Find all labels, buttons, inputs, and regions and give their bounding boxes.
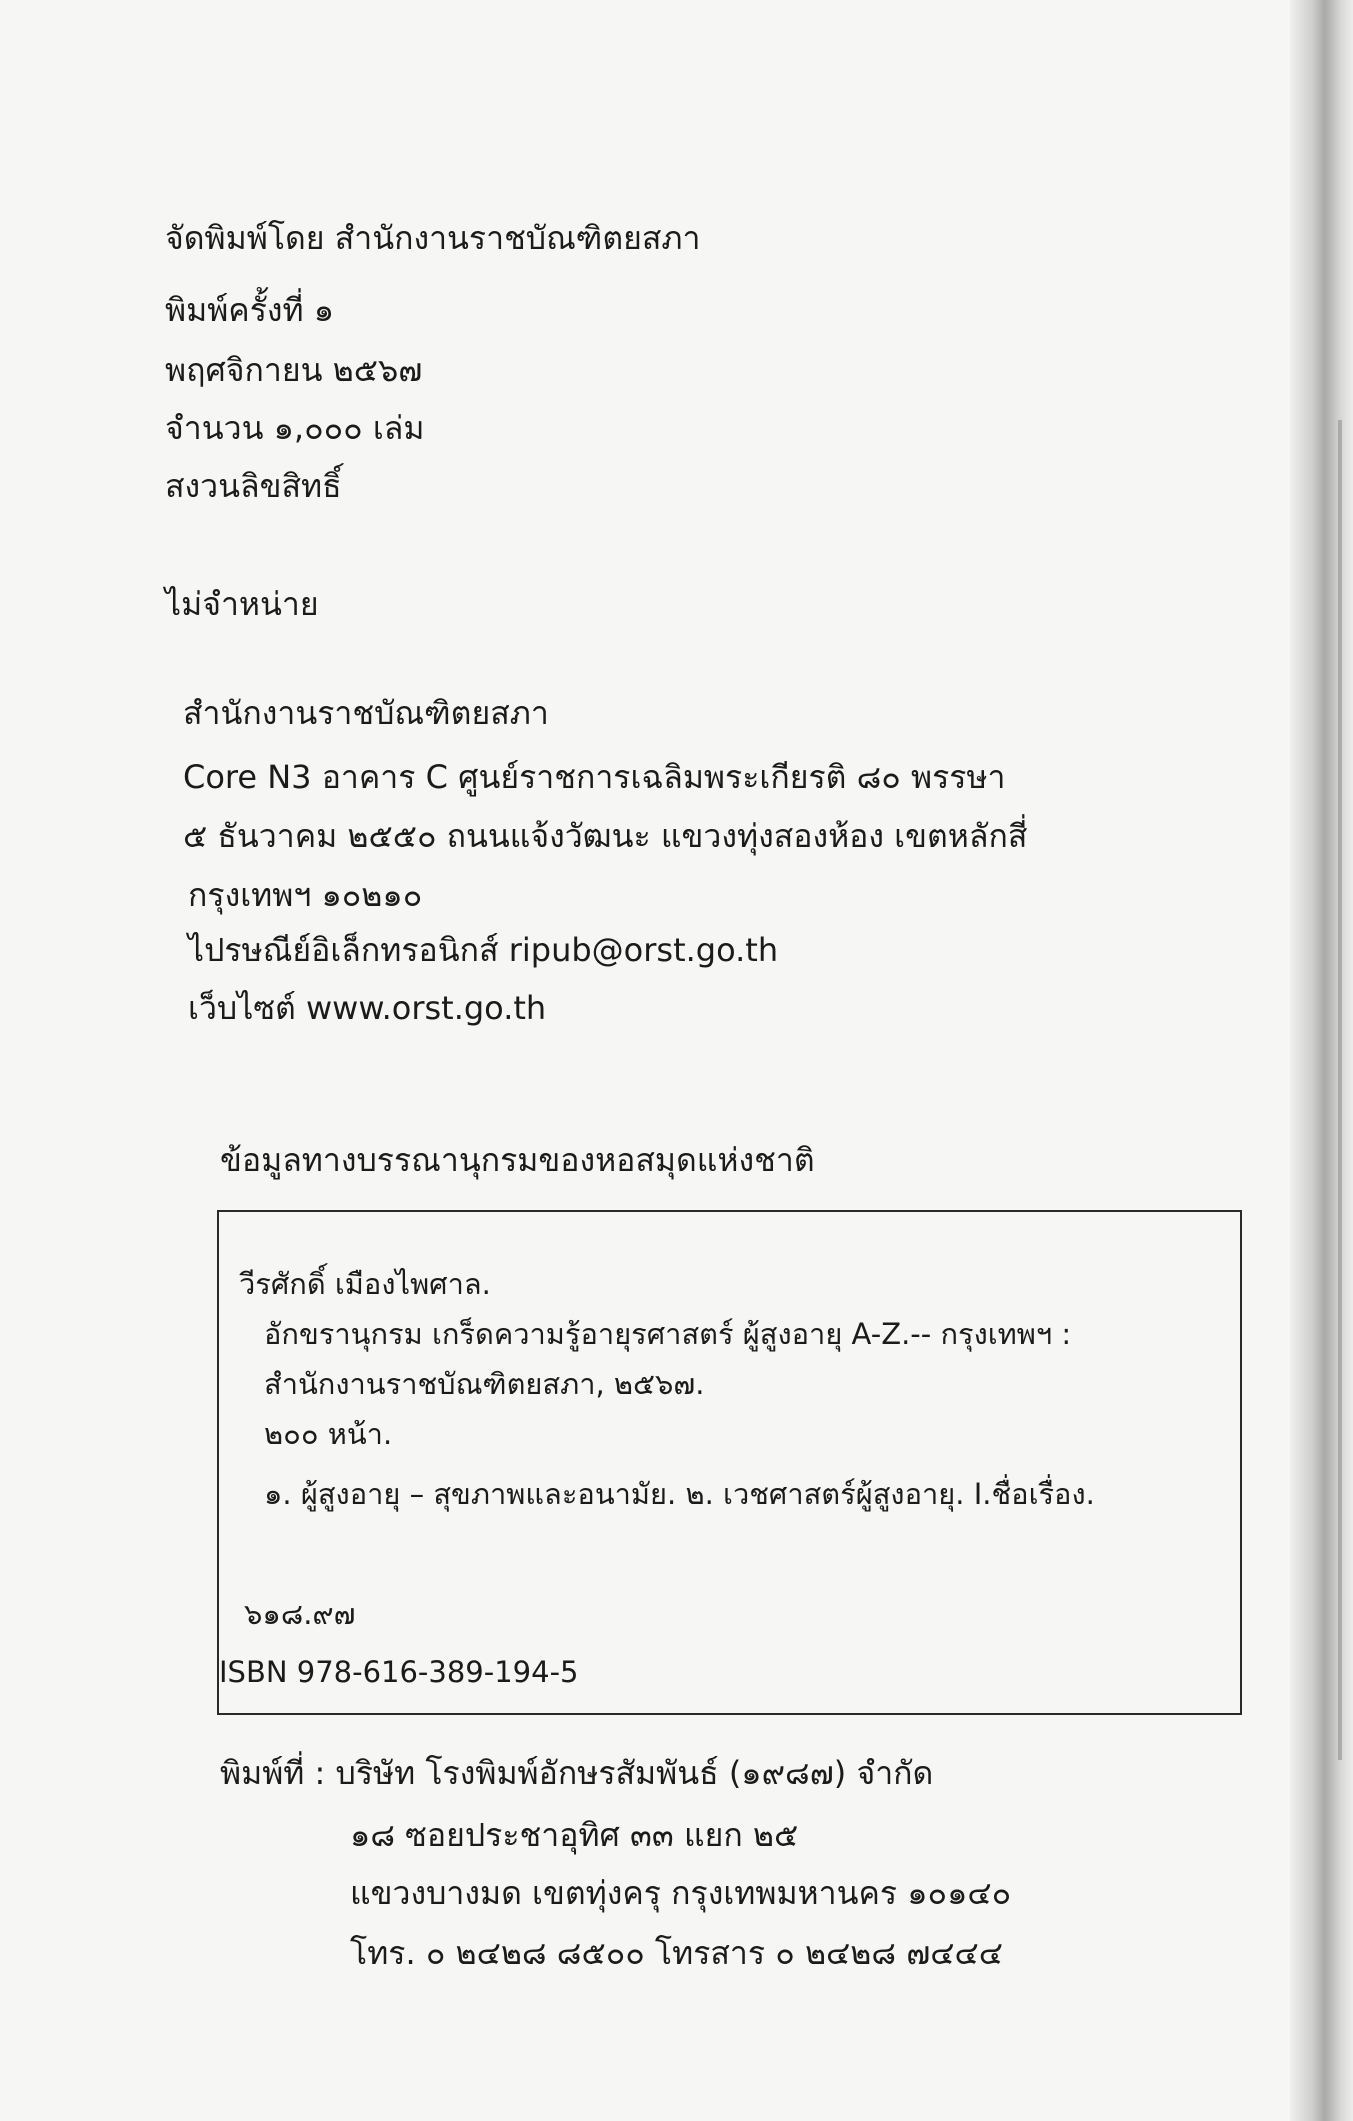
page-edge-shadow xyxy=(1290,0,1353,2121)
printer-line-4: โทร. ๐ ๒๔๒๘ ๘๕๐๐ โทรสาร ๐ ๒๔๒๘ ๗๔๔๔ xyxy=(350,1934,1003,1972)
publisher-line: จัดพิมพ์โดย สำนักงานราชบัณฑิตยสภา xyxy=(165,219,701,257)
edition-line: พิมพ์ครั้งที่ ๑ xyxy=(165,291,335,329)
publication-date: พฤศจิกายน ๒๕๖๗ xyxy=(165,351,423,389)
page-edge-line xyxy=(1338,420,1342,1760)
address-website: เว็บไซต์ www.orst.go.th xyxy=(188,989,547,1027)
cataloging-classification: ๖๑๘.๙๗ xyxy=(244,1597,356,1631)
printer-line-1: พิมพ์ที่ : บริษัท โรงพิมพ์อักษรสัมพันธ์ (๑๙๘๗) จำกัด xyxy=(220,1754,934,1792)
cataloging-author: วีรศักดิ์ เมืองไพศาล. xyxy=(239,1267,491,1301)
address-org-name: สำนักงานราชบัณฑิตยสภา xyxy=(183,694,549,732)
address-line-3: กรุงเทพฯ ๑๐๒๑๐ xyxy=(188,876,423,914)
address-email: ไปรษณีย์อิเล็กทรอนิกส์ ripub@orst.go.th xyxy=(188,931,779,969)
cataloging-pages: ๒๐๐ หน้า. xyxy=(264,1417,393,1451)
copies-line: จำนวน ๑,๐๐๐ เล่ม xyxy=(165,409,425,447)
cataloging-title-line-2: สำนักงานราชบัณฑิตยสภา, ๒๕๖๗. xyxy=(264,1367,705,1401)
cataloging-record-box xyxy=(217,1210,1242,1715)
cataloging-heading: ข้อมูลทางบรรณานุกรมของหอสมุดแห่งชาติ xyxy=(220,1141,815,1179)
printer-line-3: แขวงบางมด เขตทุ่งครุ กรุงเทพมหานคร ๑๐๑๔๐ xyxy=(350,1874,1012,1912)
copyright-line: สงวนลิขสิทธิ์ xyxy=(165,467,342,505)
not-for-sale-line: ไม่จำหน่าย xyxy=(165,585,319,623)
cataloging-isbn: ISBN 978-616-389-194-5 xyxy=(219,1655,579,1689)
address-line-2: ๕ ธันวาคม ๒๕๕๐ ถนนแจ้งวัฒนะ แขวงทุ่งสองห้อง เขตหลักสี่ xyxy=(183,817,1028,855)
address-line-1: Core N3 อาคาร C ศูนย์ราชการเฉลิมพระเกียรติ ๘๐ พรรษา xyxy=(183,758,1006,796)
cataloging-subjects: ๑. ผู้สูงอายุ – สุขภาพและอนามัย. ๒. เวชศาสตร์ผู้สูงอายุ. I.ชื่อเรื่อง. xyxy=(264,1477,1095,1511)
printer-line-2: ๑๘ ซอยประชาอุทิศ ๓๓ แยก ๒๕ xyxy=(350,1816,799,1854)
cataloging-title-line-1: อักขรานุกรม เกร็ดความรู้อายุรศาสตร์ ผู้สูงอายุ A-Z.-- กรุงเทพฯ : xyxy=(264,1317,1072,1351)
